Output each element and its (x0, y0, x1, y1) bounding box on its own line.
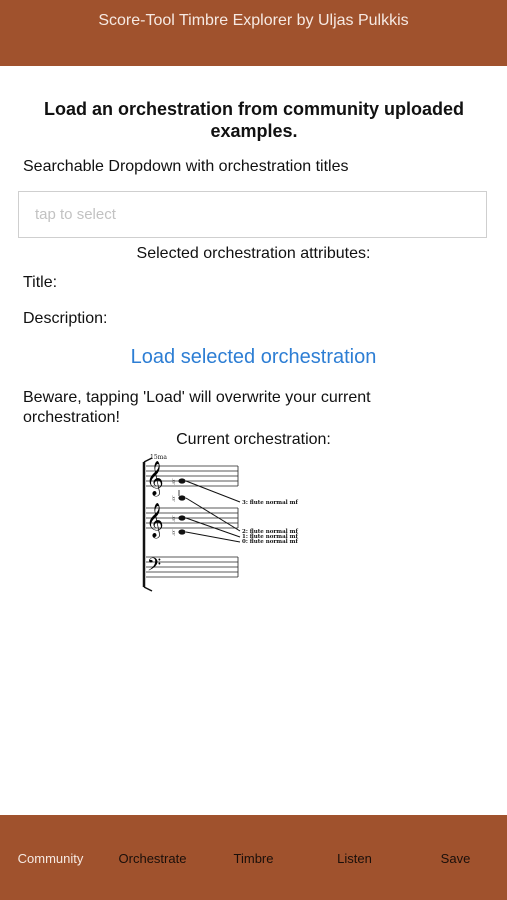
tab-save[interactable]: Save (440, 851, 471, 866)
tab-community[interactable]: Community (17, 851, 84, 866)
bass-clef-icon: 𝄢 (147, 555, 162, 580)
note-heads (178, 478, 185, 534)
voice-annotation-1: 1: flute normal mf (242, 534, 298, 540)
tab-listen[interactable]: Listen (337, 851, 372, 866)
tab-timbre[interactable]: Timbre (233, 851, 274, 866)
app-header (0, 0, 507, 66)
bottom-tab-bar (0, 815, 507, 900)
dropdown-label: Searchable Dropdown with orchestration titles (23, 158, 349, 175)
current-orchestration-label: Current orchestration: (176, 431, 331, 448)
page-heading: Load an orchestration from community uploaded examples. (43, 99, 465, 141)
treble-clef-icon: 𝄞 (146, 461, 164, 496)
svg-text:♮: ♮ (172, 529, 176, 539)
ottava-mark: 15ma (150, 454, 167, 461)
voice-annotation-2: 2: flute normal mf (242, 529, 298, 535)
svg-text:♮: ♮ (172, 495, 176, 505)
voice-annotation-0: 0: flute normal mf (242, 539, 298, 545)
orchestration-search-dropdown[interactable]: tap to select (18, 191, 487, 238)
tab-orchestrate[interactable]: Orchestrate (118, 851, 187, 866)
voice-annotation-3: 3: flute normal mf (242, 500, 298, 506)
load-orchestration-button[interactable]: Load selected orchestration (130, 346, 377, 368)
attributes-title: Selected orchestration attributes: (136, 245, 371, 262)
svg-text:♮: ♮ (172, 515, 176, 525)
title-label: Title: (23, 274, 58, 291)
app-title: Score-Tool Timbre Explorer by Uljas Pulkkis (98, 12, 409, 29)
treble-clef-icon: 𝄞 (146, 503, 164, 538)
description-label: Description: (23, 310, 108, 327)
overwrite-warning: Beware, tapping 'Load' will overwrite your current orchestration! (23, 389, 371, 426)
svg-text:♮: ♮ (172, 478, 176, 488)
orchestration-score (138, 452, 318, 592)
